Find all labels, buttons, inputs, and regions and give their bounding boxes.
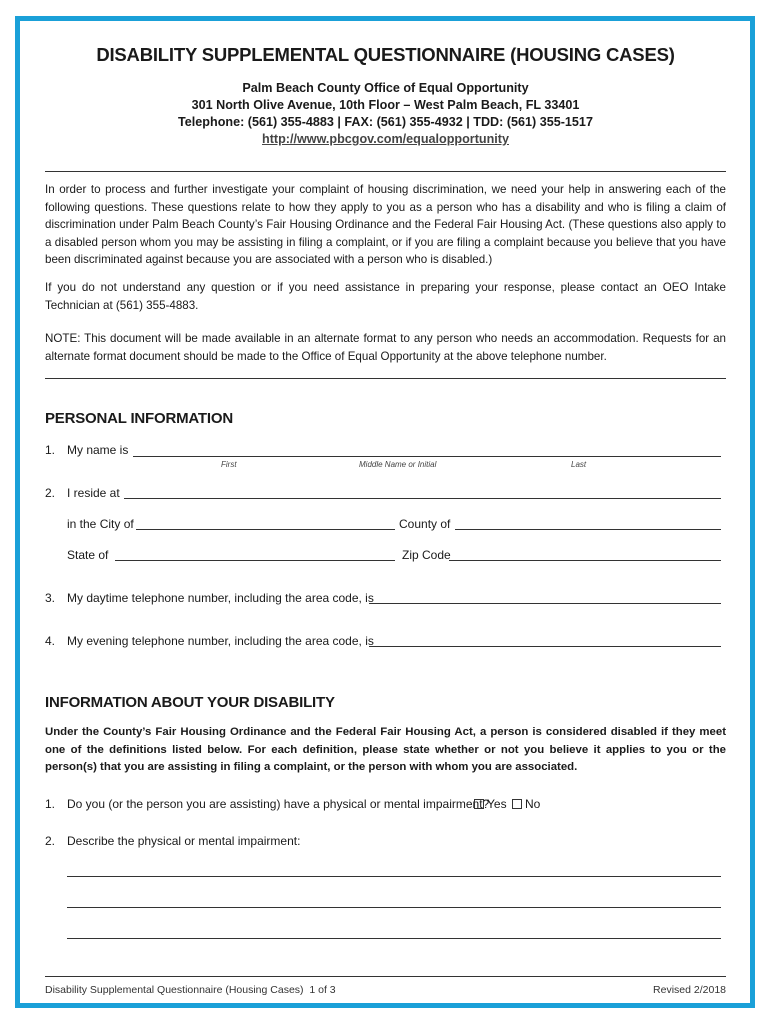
personal-info-heading: PERSONAL INFORMATION [45, 410, 233, 427]
d-q2-number: 2. [45, 834, 56, 848]
q4-number: 4. [45, 634, 56, 648]
state-label: State of [67, 548, 109, 562]
city-label: in the City of [67, 517, 134, 531]
disability-intro: Under the County’s Fair Housing Ordinance and the Federal Fair Housing Act, a person is considered disabled if they meet one of the definitions listed below. For each definition, please state whether or not you believe it applies to you or the person(s) that you are assisting in filing a complaint, or the person with whom you are associated. [45, 726, 726, 773]
impairment-question-label: Do you (or the person you are assisting) have a physical or mental impairment? [67, 797, 490, 811]
yes-checkbox[interactable] [474, 797, 507, 811]
describe-line-2[interactable] [67, 907, 721, 908]
d-q1-number: 1. [45, 797, 56, 811]
page-footer [45, 984, 726, 996]
no-checkbox[interactable] [512, 797, 540, 811]
q3-number: 3. [45, 591, 56, 605]
disability-form [45, 0, 726, 1024]
divider-footer [45, 976, 726, 977]
county-label: County of [399, 517, 451, 531]
org-address: 301 North Olive Avenue, 10th Floor – West Palm Beach, FL 33401 [191, 98, 580, 112]
middle-name-caption: Middle Name or Initial [359, 460, 437, 469]
intro-paragraph-1: In order to process and further investigate your complaint of housing discrimination, we need your help in answering each of the following questions. These questions relate to how they apply to you as a person who has a disability and who is filing a claim of discrimination under Palm Beach County’s Fair Housing Ordinance and the Federal Fair Housing Act. (These questions also apply to a disabled person whom you may be assisting in filing a complaint, or if you are filing a complaint because you believe that you have been discriminated against because you are associated with a person who is disabled.) [45, 183, 726, 266]
checkbox-no[interactable] [512, 799, 522, 809]
note-paragraph: NOTE: This document will be made available in an alternate format to any person who needs an accommodation. Requests for an alternate format document should be made to the Office of Equal Opportunity at the above telephone number. [45, 332, 726, 363]
first-name-caption: First [221, 460, 237, 469]
name-label: My name is [67, 443, 129, 457]
q2-number: 2. [45, 486, 56, 500]
last-name-caption: Last [571, 460, 587, 469]
org-website-link[interactable]: http://www.pbcgov.com/equalopportunity [262, 132, 509, 146]
disability-info-heading: INFORMATION ABOUT YOUR DISABILITY [45, 694, 335, 711]
yes-label: Yes [487, 797, 507, 811]
describe-line-1[interactable] [67, 876, 721, 877]
impairment-describe-label: Describe the physical or mental impairment: [67, 834, 301, 848]
footer-revision: Revised 2/2018 [653, 984, 726, 996]
no-label: No [525, 797, 541, 811]
document-title: DISABILITY SUPPLEMENTAL QUESTIONNAIRE (HOUSING CASES) [96, 44, 675, 65]
org-contact: Telephone: (561) 355-4883 | FAX: (561) 355-4932 | TDD: (561) 355-1517 [178, 115, 593, 129]
footer-document-name: Disability Supplemental Questionnaire (Housing Cases) 1 of 3 [45, 984, 336, 996]
checkbox-yes[interactable] [474, 799, 484, 809]
q1-number: 1. [45, 443, 56, 457]
evening-phone-label: My evening telephone number, including the area code, is [67, 634, 374, 648]
zip-label: Zip Code [402, 548, 451, 562]
daytime-phone-label: My daytime telephone number, including the area code, is [67, 591, 374, 605]
address-label: I reside at [67, 486, 120, 500]
org-name: Palm Beach County Office of Equal Opportunity [242, 81, 529, 95]
describe-line-3[interactable] [67, 938, 721, 939]
intro-paragraph-2: If you do not understand any question or if you need assistance in preparing your response, please contact an OEO Intake Technician at (561) 355-4883. [45, 281, 726, 312]
